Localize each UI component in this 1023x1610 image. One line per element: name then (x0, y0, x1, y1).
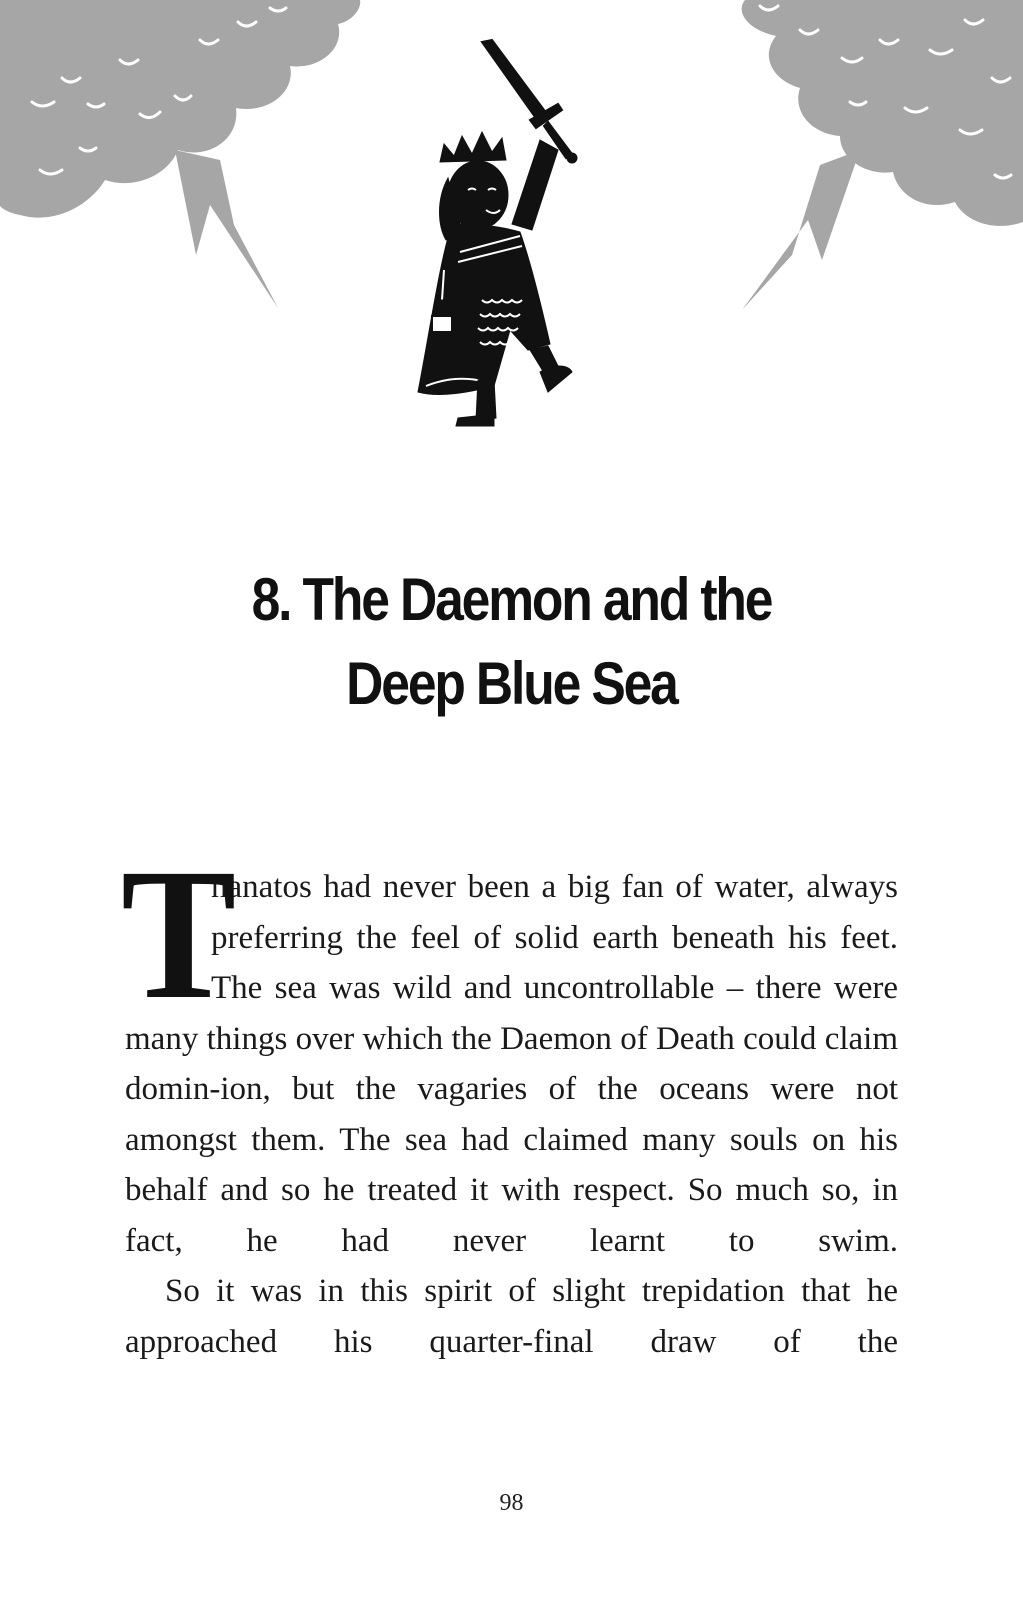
drop-cap (121, 829, 237, 1038)
page-number: 98 (499, 1490, 524, 1516)
chapter-title-line-1: 8. The Daemon and the (251, 566, 772, 633)
chapter-illustration (0, 0, 1023, 460)
body-paragraph-1 (121, 829, 898, 1266)
chapter-title-line-2: Deep Blue Sea (346, 650, 677, 717)
chapter-title (72, 558, 952, 726)
right-storm-cloud (680, 0, 1023, 310)
king-figure (418, 40, 577, 426)
body-paragraph-2: So it was in this spirit of slight trepidation that he approached his quarter-final draw of the (125, 1273, 898, 1360)
drop-cap-letter: T (121, 829, 237, 1038)
left-storm-cloud (0, 0, 360, 308)
chapter-body (121, 829, 898, 1367)
body-paragraph-1-text: hanatos had never been a big fan of water, always preferring the feel of solid earth beneath his feet. The sea was wild and uncontrollable – there were many things over which the Daemon of Death could claim domin-ion, but the vagaries of the oceans were not amongst them. The sea had claimed many souls on his behalf and so he treated it with respect. So much so, in fact, he had never learnt to swim. (125, 869, 898, 1259)
